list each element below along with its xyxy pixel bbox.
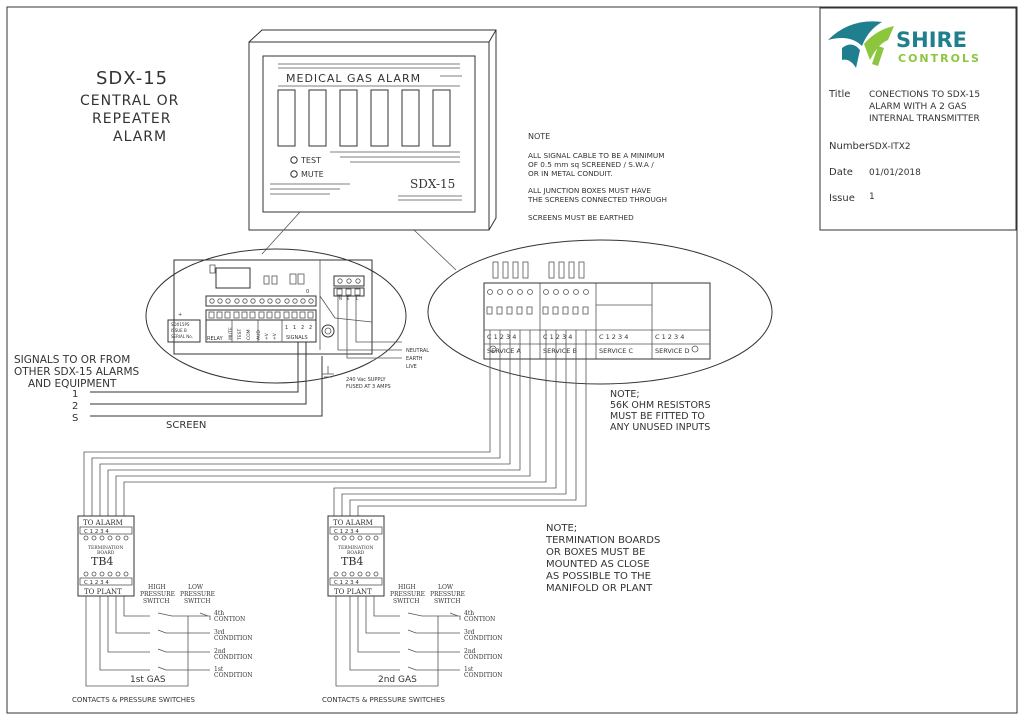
- tb4-1-low-2: PRESSURE: [180, 591, 216, 598]
- tb4-2-alarm-terms: C 1 2 3 4: [334, 529, 359, 535]
- tb4-1-high-1: HIGH: [148, 584, 166, 591]
- heading-line-1: CENTRAL OR: [80, 93, 180, 109]
- tb4-1-c1-b: CONDITION: [214, 672, 253, 679]
- tb4-1-c1-a: 1st: [214, 666, 224, 673]
- term-note-1: NOTE;: [546, 523, 578, 534]
- tb4-1-c2-b: CONDITION: [214, 654, 253, 661]
- term-note-6: MANIFOLD OR PLANT: [546, 583, 653, 594]
- cable-note-line-4: ALL JUNCTION BOXES MUST HAVE: [528, 186, 651, 195]
- tb4-2-gas: 2nd GAS: [378, 675, 417, 685]
- tb4-1-to-plant: TO PLANT: [84, 588, 122, 596]
- term-mute: MUTE: [229, 327, 234, 340]
- cable-note-heading: NOTE: [528, 132, 551, 141]
- model-heading: SDX-15: [96, 68, 169, 89]
- resistor-note-3: MUST BE FITTED TO: [610, 411, 705, 422]
- term-test: TEST: [238, 328, 243, 340]
- cable-note-line-5: THE SCREENS CONNECTED THROUGH: [528, 195, 668, 204]
- resistor-note: [610, 389, 711, 433]
- mute-button[interactable]: [291, 171, 297, 177]
- service-c-terms: C 1 2 3 4: [599, 333, 629, 341]
- cable-note: [527, 132, 667, 222]
- sig-num-4: 2: [309, 325, 313, 331]
- panel-name: MEDICAL GAS ALARM: [286, 72, 422, 85]
- id-line-1: SDX15PS: [171, 322, 190, 327]
- service-d-terms: C 1 2 3 4: [655, 333, 685, 341]
- psu-board-detail: [146, 249, 429, 390]
- gas-cables: [84, 330, 586, 516]
- tb4-1-high-3: SWITCH: [143, 598, 170, 605]
- tb4-2-c1-b: CONDITION: [464, 672, 503, 679]
- supply-l: L: [356, 296, 359, 301]
- term-note-3: OR BOXES MUST BE: [546, 547, 646, 558]
- signals-line-3: AND EQUIPMENT: [28, 378, 117, 390]
- cable-note-line-6: SCREENS MUST BE EARTHED: [528, 213, 634, 222]
- leader-left: [262, 212, 300, 254]
- tb4-2-c3-a: 3rd: [464, 629, 475, 636]
- tb4-1-c2-a: 2nd: [214, 648, 226, 655]
- tb4-1-high-2: PRESSURE: [140, 591, 176, 598]
- resistor-note-1: NOTE;: [610, 389, 640, 400]
- heading: [80, 68, 179, 145]
- service-a-label: SERVICE A: [487, 347, 521, 355]
- test-label: TEST: [301, 156, 321, 165]
- title-block: [820, 8, 1016, 230]
- sig-num-2: 1: [293, 325, 297, 331]
- date-value: 01/01/2018: [869, 168, 921, 178]
- supply-earth: EARTH: [406, 356, 423, 362]
- tb4-1-low-3: SWITCH: [184, 598, 211, 605]
- heading-line-3: ALARM: [113, 129, 168, 145]
- fixing-mark: +: [178, 312, 183, 318]
- tb4-1-low-1: LOW: [188, 584, 204, 591]
- supply-note-1: 240 Vac SUPPLY: [346, 377, 386, 383]
- service-d-label: SERVICE D: [655, 347, 690, 355]
- tb4-1-footer: CONTACTS & PRESSURE SWITCHES: [72, 696, 195, 704]
- tb4-2-low-3: SWITCH: [434, 598, 461, 605]
- tb4-2-high-2: PRESSURE: [390, 591, 426, 598]
- signals-line-2: OTHER SDX-15 ALARMS: [14, 366, 140, 378]
- test-button[interactable]: [291, 157, 297, 163]
- service-b-label: SERVICE B: [543, 347, 577, 355]
- issue-label: Issue: [829, 193, 855, 204]
- signal-cables: [14, 342, 322, 431]
- term-note-2: TERMINATION BOARDS: [546, 535, 661, 546]
- tb4-2-c2-b: CONDITION: [464, 654, 503, 661]
- tb4-2-c4-b: CONTION: [464, 616, 496, 623]
- tb4-1-caption-1: TERMINATION: [88, 546, 124, 551]
- cable-note-line-2: OF 0.5 mm sq SCREENED / S.W.A /: [528, 160, 654, 169]
- number-value: SDX-ITX2: [869, 142, 911, 152]
- term-v2: +V: [273, 333, 278, 340]
- sig-num-3: 2: [301, 325, 305, 331]
- alarm-panel: [249, 30, 496, 230]
- title-line-2: ALARM WITH A 2 GAS: [869, 102, 967, 112]
- date-label: Date: [829, 167, 853, 178]
- tb4-1-c4-b: CONTION: [214, 616, 246, 623]
- tb4-2-c3-b: CONDITION: [464, 635, 503, 642]
- wire-1: 1: [72, 389, 79, 400]
- tb4-board-1: [72, 516, 252, 704]
- tb4-2-caption-1: TERMINATION: [338, 546, 374, 551]
- termination-note: [545, 523, 660, 594]
- shire-controls-logo: [828, 21, 981, 68]
- service-terminal-detail: [428, 240, 772, 384]
- supply-note-2: FUSED AT 3 AMPS: [346, 384, 391, 390]
- title-line-3: INTERNAL TRANSMITTER: [869, 114, 980, 124]
- id-line-2: ISSUE B: [171, 328, 187, 333]
- wire-2: 2: [72, 401, 79, 412]
- term-com: COM: [247, 329, 252, 340]
- tb4-1-c3-a: 3rd: [214, 629, 225, 636]
- tb4-2-low-2: PRESSURE: [430, 591, 466, 598]
- tb4-1-alarm-terms: C 1 2 3 4: [84, 529, 109, 535]
- tb4-2-footer: CONTACTS & PRESSURE SWITCHES: [322, 696, 445, 704]
- tb4-2-to-alarm: TO ALARM: [333, 519, 373, 527]
- tb4-2-name: TB4: [341, 555, 364, 568]
- tb4-2-high-3: SWITCH: [393, 598, 420, 605]
- tb4-2-plant-terms: C 1 2 3 4: [334, 580, 359, 586]
- tb4-1-caption-2: BOARD: [97, 551, 115, 556]
- issue-value: 1: [869, 192, 875, 202]
- number-label: Number: [829, 141, 870, 152]
- tb4-2-high-1: HIGH: [398, 584, 416, 591]
- tb4-2-caption-2: BOARD: [347, 551, 365, 556]
- term-signals: SIGNALS: [286, 335, 308, 341]
- fuse-mark: 0: [306, 289, 310, 295]
- service-c-label: SERVICE C: [599, 347, 634, 355]
- tb4-1-gas: 1st GAS: [130, 675, 166, 685]
- logo-top: SHIRE: [896, 28, 968, 52]
- heading-line-2: REPEATER: [92, 111, 172, 127]
- tb4-1-name: TB4: [91, 555, 114, 568]
- term-relay: RELAY: [207, 336, 223, 342]
- cable-note-line-1: ALL SIGNAL CABLE TO BE A MINIMUM: [528, 151, 665, 160]
- tb4-2-c1-a: 1st: [464, 666, 474, 673]
- tb4-2-low-1: LOW: [438, 584, 454, 591]
- sig-num-1: 1: [285, 325, 289, 331]
- logo-bottom: CONTROLS: [898, 52, 981, 65]
- wire-s: S: [72, 413, 79, 424]
- tb4-2-c4-a: 4th: [464, 610, 475, 617]
- term-note-4: MOUNTED AS CLOSE: [546, 559, 650, 570]
- tb4-1-c4-a: 4th: [214, 610, 225, 617]
- tb4-board-2: [322, 516, 502, 704]
- supply-n: N: [339, 296, 342, 301]
- tb4-2-c2-a: 2nd: [464, 648, 476, 655]
- screen-label: SCREEN: [166, 420, 207, 431]
- term-aud: AUD: [257, 330, 262, 340]
- term-v1: +V: [265, 333, 270, 340]
- indicator-windows: [278, 90, 450, 146]
- panel-badge: SDX-15: [410, 177, 456, 191]
- cable-note-line-3: OR IN METAL CONDUIT.: [528, 169, 613, 178]
- service-a-terms: C 1 2 3 4: [487, 333, 517, 341]
- resistor-note-4: ANY UNUSED INPUTS: [610, 422, 711, 433]
- tb4-1-c3-b: CONDITION: [214, 635, 253, 642]
- mute-label: MUTE: [301, 170, 324, 179]
- signals-line-1: SIGNALS TO OR FROM: [14, 354, 131, 366]
- tb4-2-to-plant: TO PLANT: [334, 588, 372, 596]
- supply-live: LIVE: [406, 364, 417, 370]
- tb4-1-to-alarm: TO ALARM: [83, 519, 123, 527]
- id-line-3: SERIAL No.: [171, 334, 193, 339]
- supply-neutral: NEUTRAL: [406, 348, 430, 354]
- title-label: Title: [829, 89, 851, 100]
- service-b-terms: C 1 2 3 4: [543, 333, 573, 341]
- leader-right: [414, 230, 456, 270]
- term-note-5: AS POSSIBLE TO THE: [546, 571, 651, 582]
- resistor-note-2: 56K OHM RESISTORS: [610, 400, 711, 411]
- title-line-1: CONECTIONS TO SDX-15: [869, 90, 981, 100]
- tb4-1-plant-terms: C 1 2 3 4: [84, 580, 109, 586]
- supply-e: E: [347, 296, 350, 301]
